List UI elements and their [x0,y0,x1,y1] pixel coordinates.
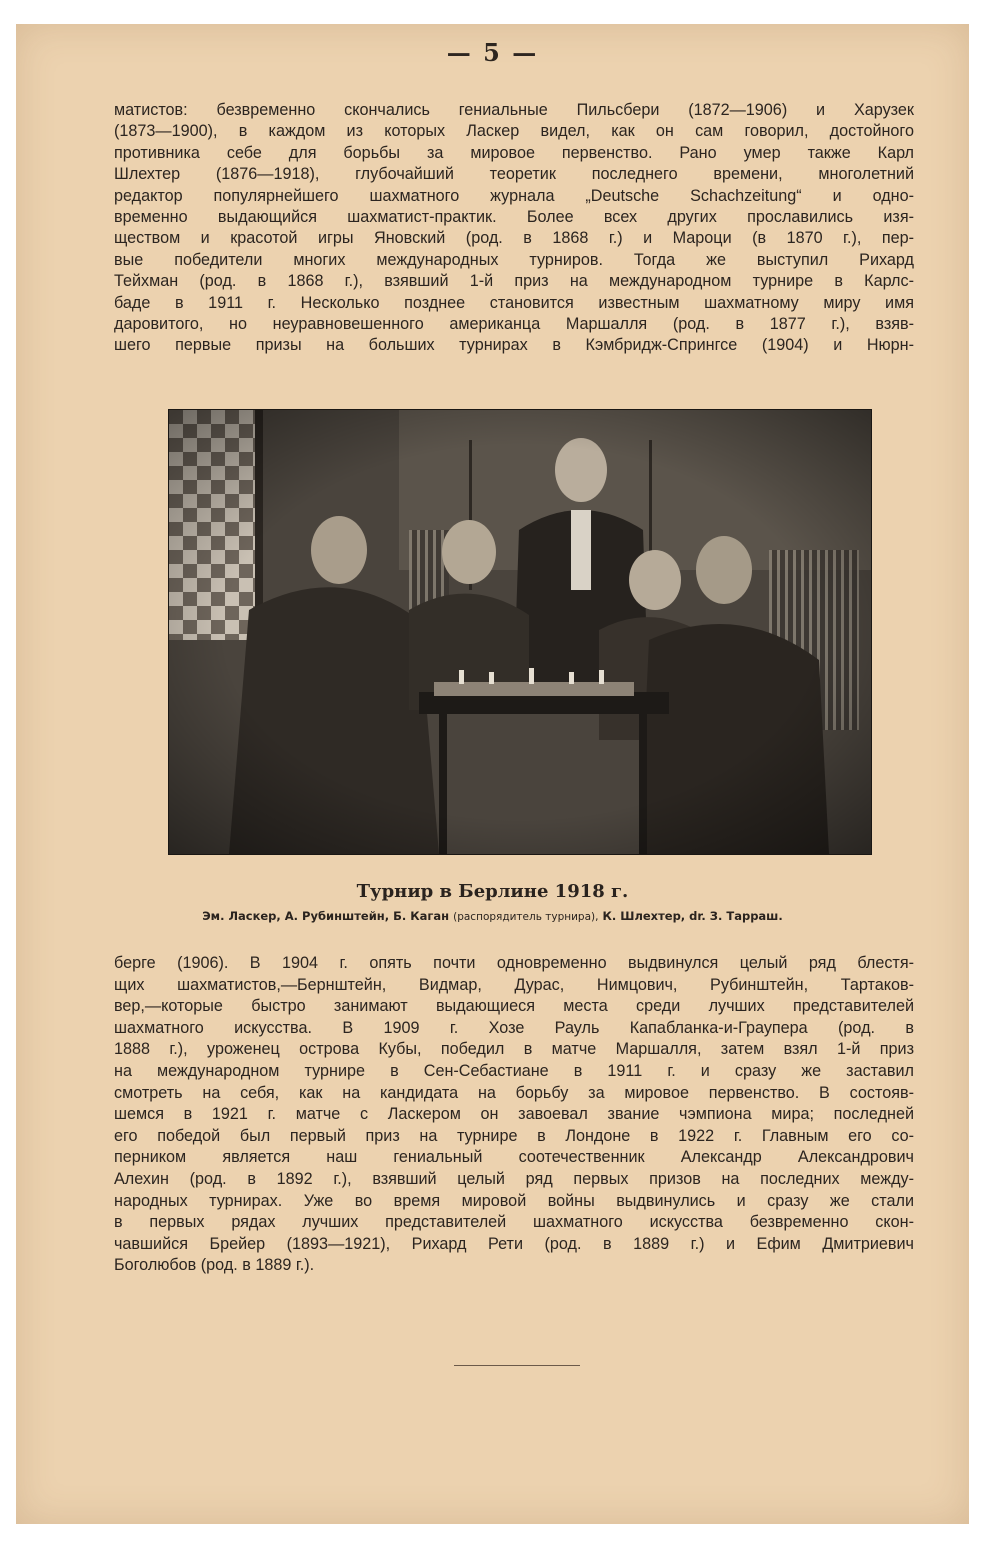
caption-names [16,909,969,923]
text-line: Алехин (род. в 1892 г.), взявший целый ряд первых призов на последних между- [114,1169,914,1188]
caption-names-sub: (распорядитель турнира), [453,911,599,923]
text-line: временно выдающийся шахматист-практик. Более всех других прославились изя- [114,207,914,226]
text-line: чавшийся Брейер (1893—1921), Рихард Рети (род. в 1889 г.) и Ефим Дмитриевич [114,1234,914,1253]
text-line: перником является наш гениальный соотечественник Александр Александрович [114,1148,914,1167]
paragraph-top [114,100,914,357]
caption-names-part1: Эм. Ласкер, А. Рубинштейн, Б. Каган [202,909,450,923]
text-line: шемся в 1921 г. матче с Ласкером он завоевал звание чэмпиона мира; последней [114,1105,914,1124]
text-line: 1888 г.), уроженец острова Кубы, победил в матче Маршалля, затем взял 1-й приз [114,1040,914,1059]
text-line: народных турнирах. Уже во время мировой войны выдвинулись и сразу же стали [114,1191,914,1210]
text-line: (1873—1900), в каждом из которых Ласкер видел, как он сам говорил, достойного [114,122,914,141]
text-line: вые победители многих международных турниров. Тогда же выступил Рихард [114,250,914,269]
text-line: матистов: безвременно скончались гениальные Пильсбери (1872—1906) и Харузек [114,101,914,119]
photo-illustration [169,410,871,854]
text-line: Боголюбов (род. в 1889 г.). [114,1256,315,1275]
page-number: — 5 — [446,38,539,67]
tournament-photo [168,409,872,855]
text-line: на международном турнире в Сен-Себастиане в 1911 г. и сразу же заставил [114,1061,914,1080]
text-line: шего первые призы на больших турнирах в Кэмбридж-Спрингсе (1904) и Нюрн- [114,336,914,355]
book-page [16,24,969,1524]
text-line: щих шахматистов,—Бернштейн, Видмар, Дурас, Нимцович, Рубинштейн, Тартаков- [114,975,914,994]
text-line: берге (1906). В 1904 г. опять почти одновременно выдвинулся целый ряд блестя- [114,954,914,972]
caption-title: Турнир в Берлине 1918 г. [356,881,629,902]
text-line: его победой был первый приз на турнире в Лондоне в 1922 г. Главным его со- [114,1126,914,1145]
text-line: шахматного искусства. В 1909 г. Хозе Рауль Капабланка-и-Граупера (род. в [114,1018,914,1037]
text-line: даровитого, но неуравновешенного американца Маршалля (род. в 1877 г.), взяв- [114,314,914,333]
text-line: Тейхман (род. в 1868 г.), взявший 1-й приз на международном турнире в Карлс- [114,272,914,291]
text-line: Шлехтер (1876—1918), глубочайший теоретик последнего времени, многолетний [114,165,914,184]
text-line: баде в 1911 г. Несколько позднее становится известным шахматному миру имя [114,293,914,312]
text-line: противника себе для борьбы за мировое первенство. Рано умер также Карл [114,143,914,162]
end-rule [454,1365,580,1366]
paragraph-bottom [114,953,914,1277]
text-line: редактор популярнейшего шахматного журнала „Deutsche Schachzeitung“ и одно- [114,186,914,205]
text-line: ществом и красотой игры Яновский (род. в 1868 г.) и Мароци (в 1870 г.), пер- [114,229,914,248]
text-line: в первых рядах лучших представителей шахматного искусства безвременно скон- [114,1213,914,1232]
caption-names-part2: К. Шлехтер, dr. З. Тарраш. [602,909,783,923]
text-line: вер,—которые быстро занимают выдающиеся места среди лучших представителей [114,997,914,1016]
text-line: смотреть на себя, как на кандидата на борьбу за мировое первенство. В состояв- [114,1083,914,1102]
